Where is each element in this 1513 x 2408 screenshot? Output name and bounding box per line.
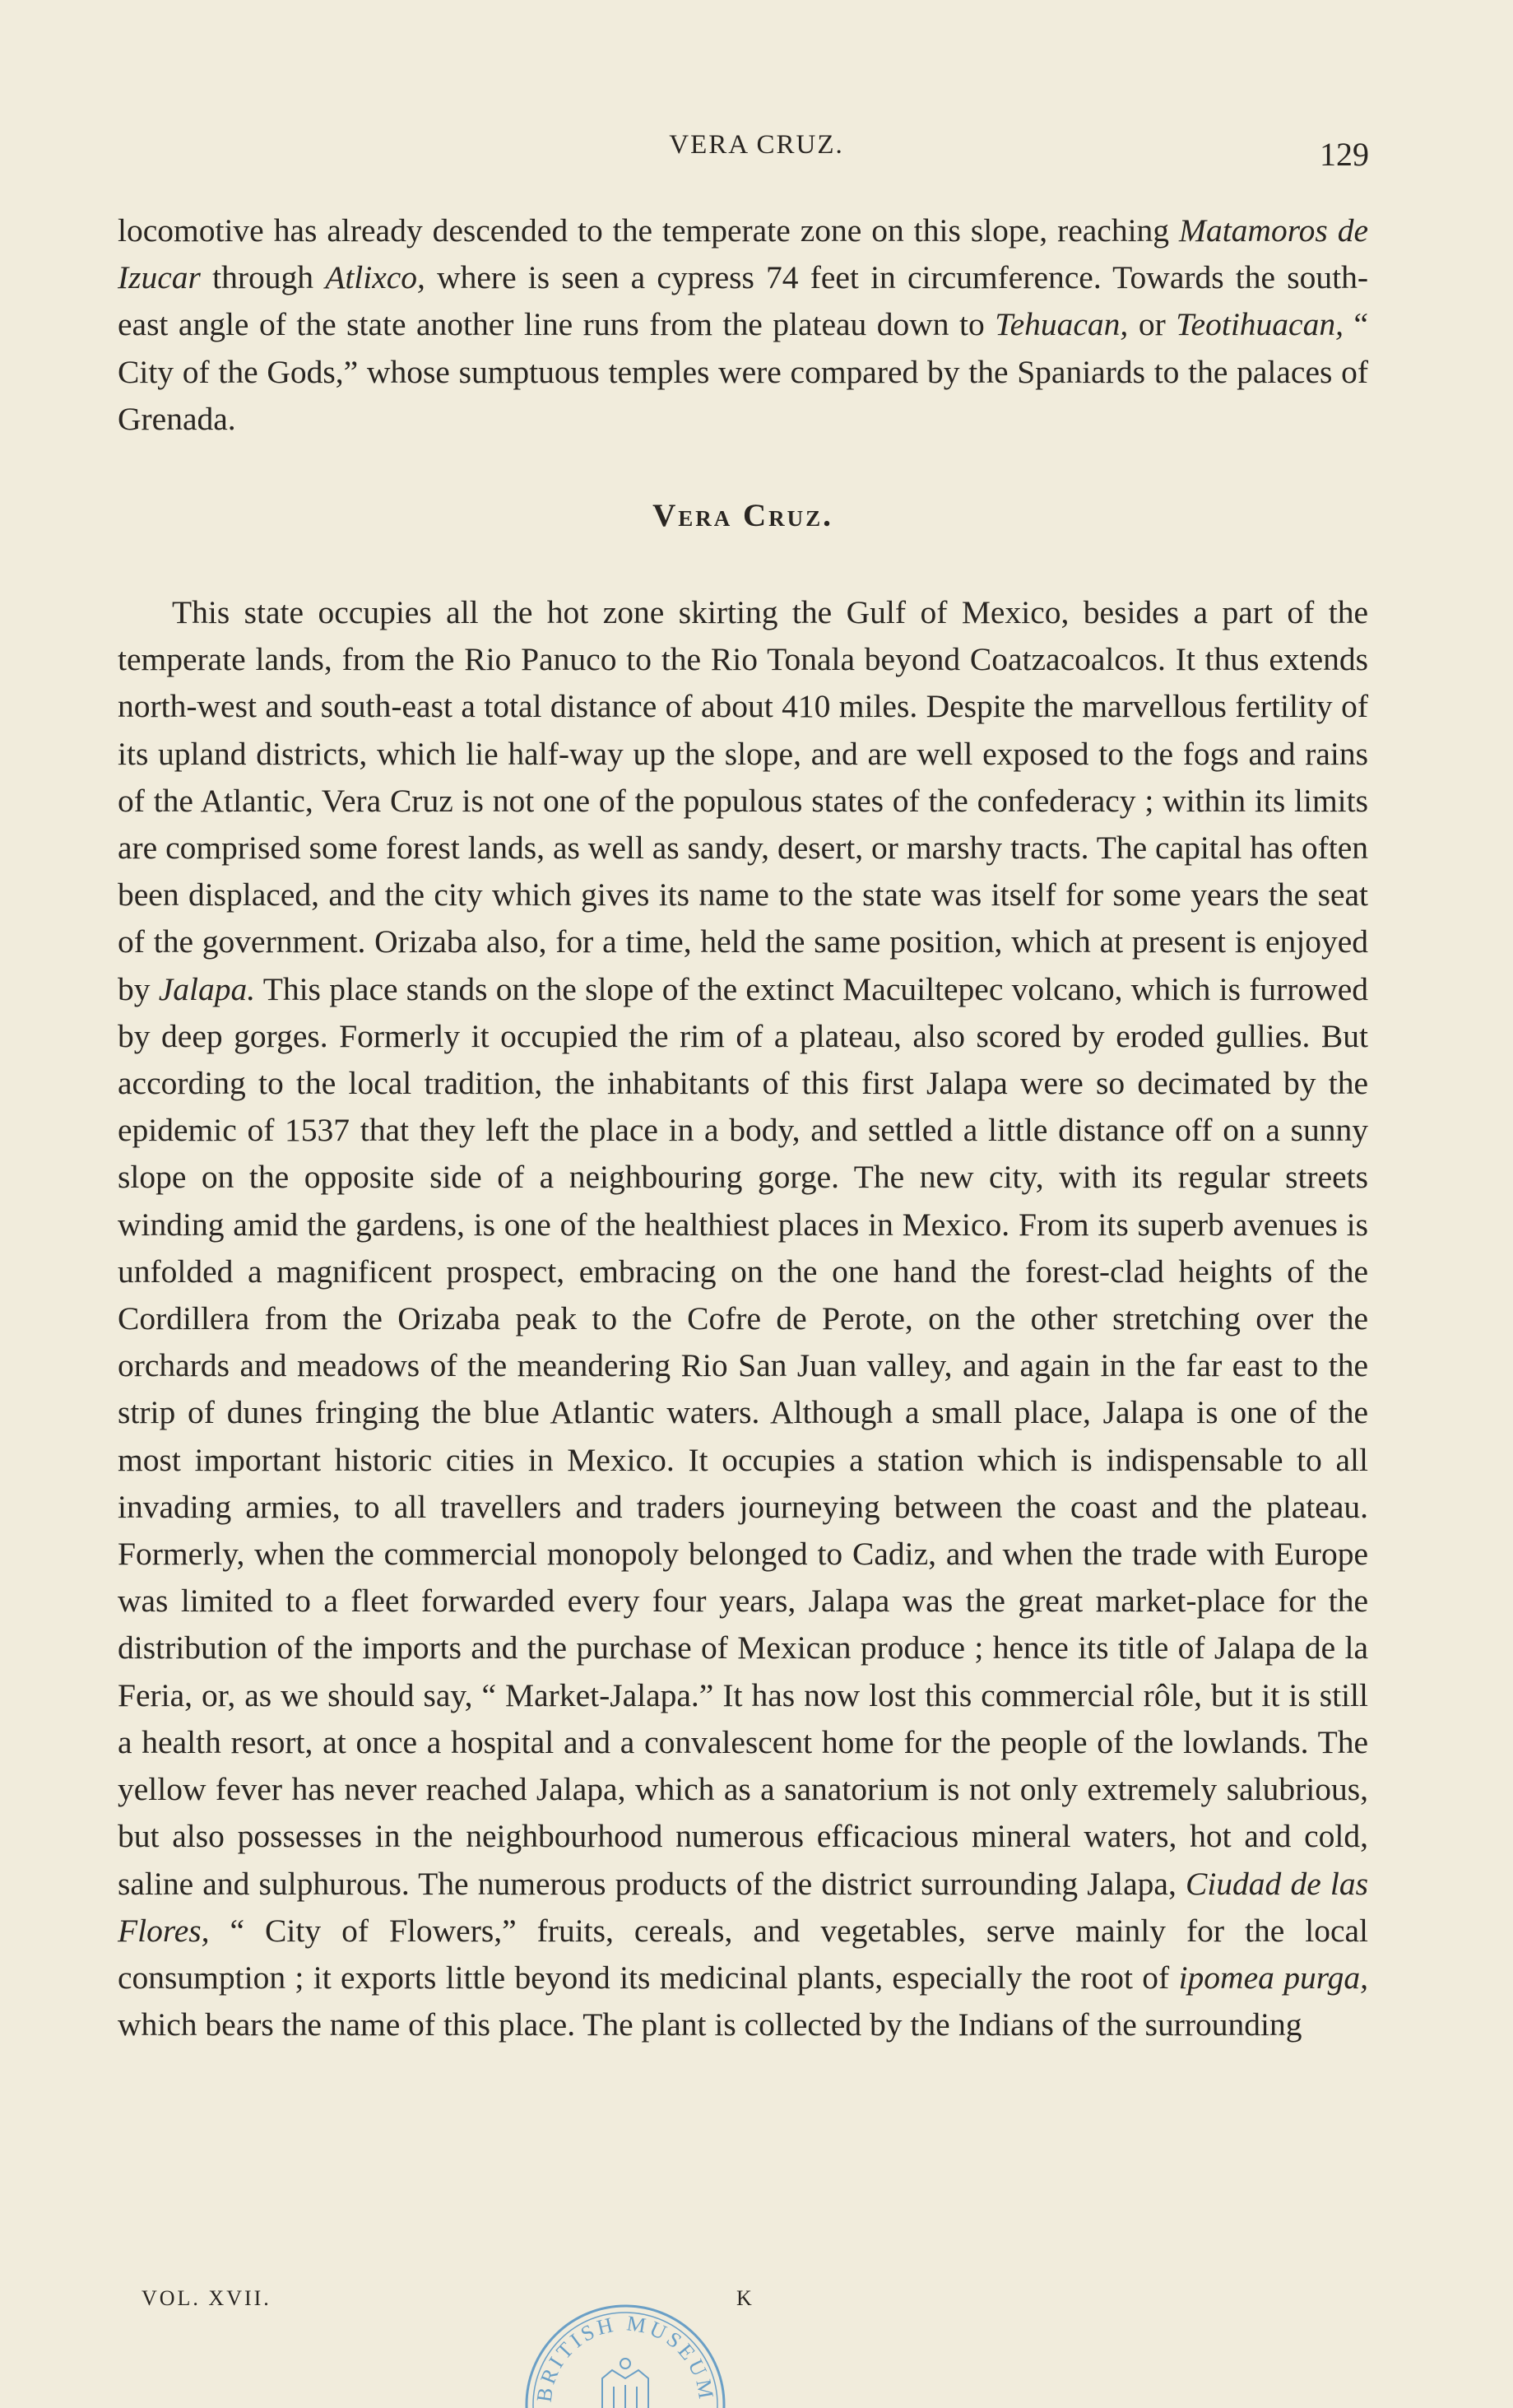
volume-signature: VOL. XVII.: [142, 2286, 272, 2310]
text-run: through: [200, 259, 326, 296]
running-head: [0, 123, 1513, 173]
paragraph-vera-cruz: [118, 589, 1368, 2048]
running-title: VERA CRUZ.: [669, 130, 844, 160]
body-text: [118, 207, 1368, 2048]
page-footer: [0, 2286, 1513, 2319]
stamp-seal-icon: [510, 2281, 740, 2408]
gathering-letter: K: [736, 2286, 754, 2310]
text-run: where is seen a cypress 74 feet in circumference. Towards the south-east angle of the state another line runs from the plateau down to: [118, 259, 1368, 343]
stamp-text: BRITISH MUSEUM: [531, 2311, 719, 2404]
place-name-italic: Matamoros de Izucar: [118, 212, 1369, 296]
page-number: 129: [1320, 136, 1369, 173]
text-run: or: [1128, 306, 1177, 343]
paragraph-continued: [118, 207, 1368, 443]
text-run: “ City of Flowers,” fruits, cereals, and vegetables, serve mainly for the local consumption ; it exports little beyond its medicinal plants, especially the root of: [118, 1912, 1368, 1996]
text-run: “ City of the Gods,” whose sumptuous temples were compared by the Spaniards to the palaces of Grenada.: [118, 306, 1368, 437]
place-name-italic: Tehuacan,: [995, 306, 1129, 343]
place-name-italic: Teotihuacan,: [1176, 306, 1344, 343]
place-name-italic: Atlixco,: [325, 259, 425, 296]
text-run: This state occupies all the hot zone skirting the Gulf of Mexico, besides a part of the temperate lands, from the Rio Panuco to the Rio Tonala beyond Coatzacoalcos. It thus extends north-west and south-east a total distance of about 410 miles. Despite the marvellous fertility of its upland districts, which lie half-way up the slope, and are well exposed to the fogs and rains of the Atlantic, Vera Cruz is not one of the populous states of the confederacy ; within its limits are comprised some forest lands, as well as sandy, desert, or marshy tracts. The capital has often been displaced, and the city which gives its name to the state was itself for some years the seat of the government. Orizaba also, for a time, held the same position, which at present is enjoyed by: [118, 594, 1368, 1007]
place-name-italic: Jalapa.: [158, 970, 256, 1007]
library-stamp: [510, 2281, 740, 2408]
text-run: This place stands on the slope of the extinct Macuiltepec volcano, which is furrowed by deep gorges. Formerly it occupied the rim of a plateau, also scored by eroded gullies. But according to the local tradition, the inhabitants of this first Jalapa were so decimated by the epidemic of 1537 that they left the place in a body, and settled a little distance off on a sunny slope on the opposite side of a neighbouring gorge. The new city, with its regular streets winding amid the gardens, is one of the healthiest places in Mexico. From its superb avenues is unfolded a magnificent prospect, embracing on the one hand the forest-clad heights of the Cordillera from the Orizaba peak to the Cofre de Perote, on the other stretching over the orchards and meadows of the meandering Rio San Juan valley, and again in the far east to the strip of dunes fringing the blue Atlantic waters. Although a small place, Jalapa is one of the most important historic cities in Mexico. It occupies a station which is indispensable to all invading armies, to all travellers and traders journeying between the coast and the plateau. Formerly, when the commercial monopoly belonged to Cadiz, and when the trade with Europe was limited to a fleet forwarded every four years, Jalapa was the great market-place for the distribution of the imports and the purchase of Mexican produce ; hence its title of Jalapa de la Feria, or, as we should say, “ Market-Jalapa.” It has now lost this commercial rôle, but it is still a health resort, at once a hospital and a convalescent home for the people of the lowlands. The yellow fever has never reached Jalapa, which as a sanatorium is not only extremely salubrious, but also possesses in the neighbourhood numerous efficacious mineral waters, hot and cold, saline and sulphurous. The numerous products of the district surrounding Jalapa,: [118, 970, 1368, 1902]
text-run: locomotive has already descended to the temperate zone on this slope, reaching: [118, 212, 1180, 249]
plant-name-italic: ipomea purga,: [1178, 1959, 1368, 1996]
place-name-italic: Ciudad de las Flores,: [118, 1865, 1368, 1949]
text-run: which bears the name of this place. The plant is collected by the Indians of the surrounding: [118, 2006, 1302, 2043]
stamp-crest-icon: [602, 2359, 648, 2408]
section-heading: Vera Cruz.: [652, 498, 833, 534]
